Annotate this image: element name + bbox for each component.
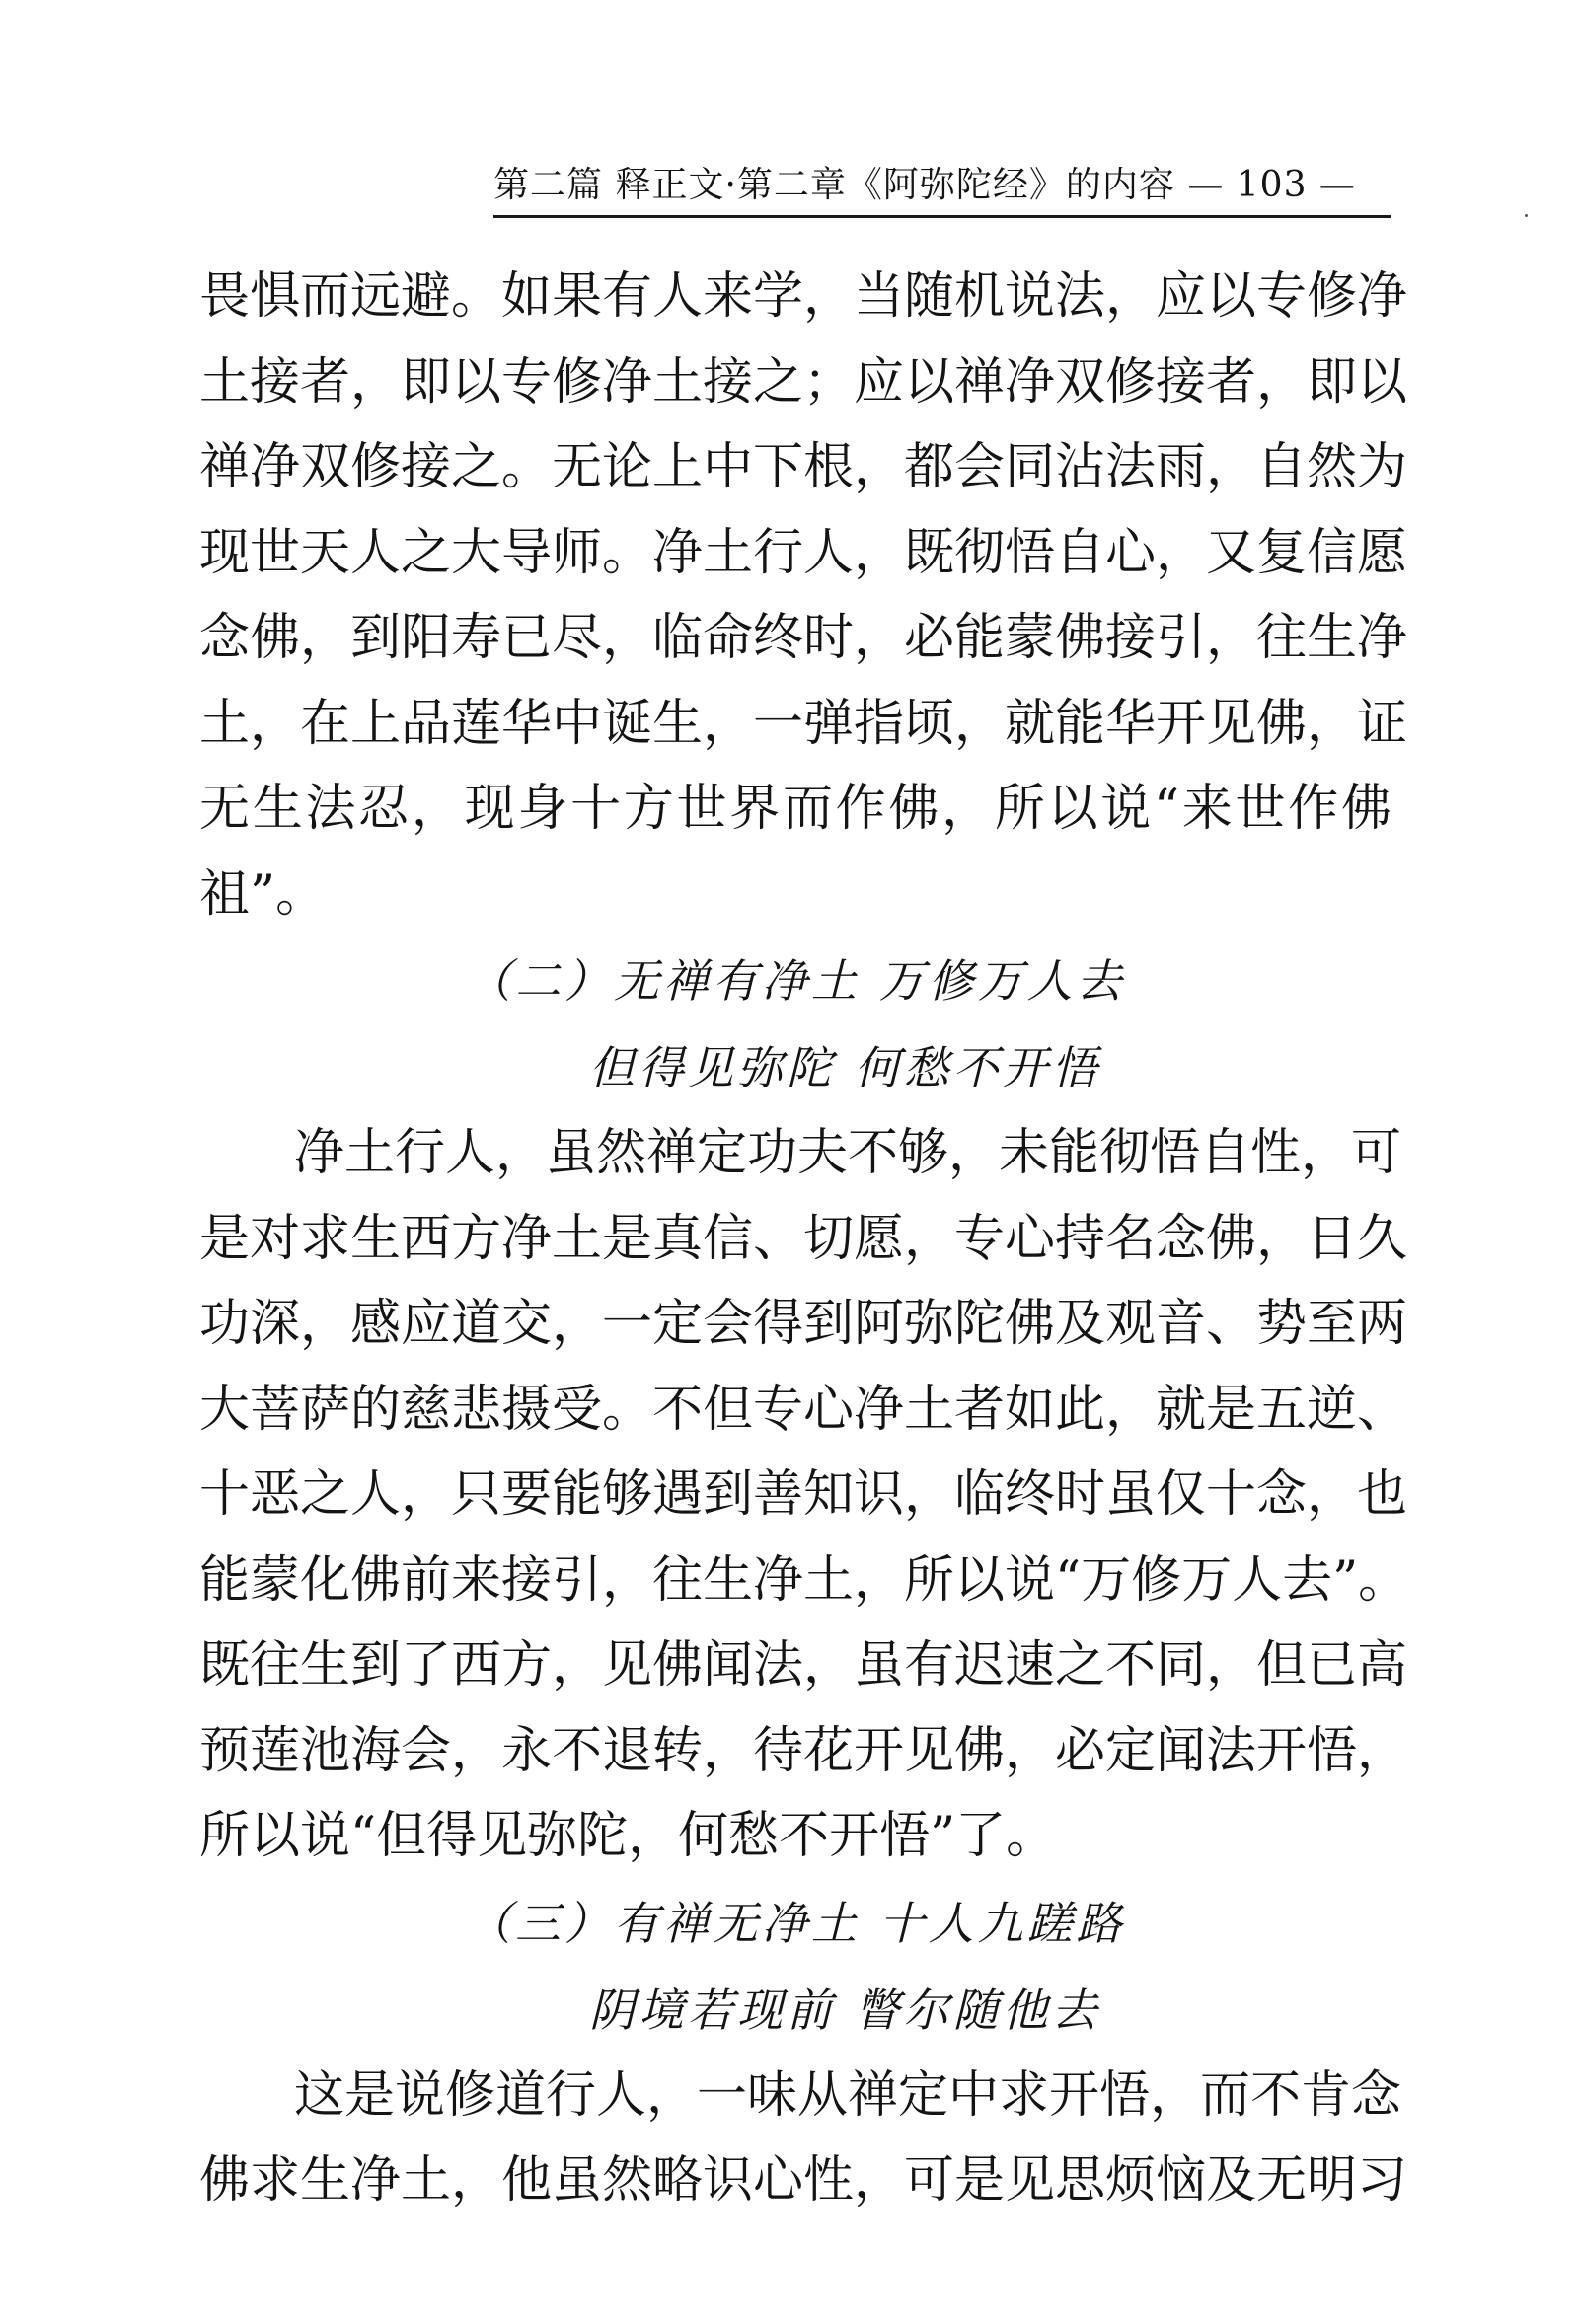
section-heading-3-line1: （三）有禅无净土 十人九蹉路 bbox=[466, 1896, 1126, 1950]
text-line: 大菩萨的慈悲摄受。不但专心净土者如此，就是五逆、 bbox=[199, 1380, 1408, 1439]
section-heading-2-line1: （二）无禅有净土 万修万人去 bbox=[466, 954, 1126, 1008]
section-heading-3-line2: 阴境若现前 瞥尔随他去 bbox=[589, 1983, 1101, 2037]
text-line: 既往生到了西方，见佛闻法，虽有迟速之不同，但已高 bbox=[199, 1636, 1408, 1694]
text-line: 无生法忍，现身十方世界而作佛，所以说“来世作佛 bbox=[199, 780, 1391, 838]
text-line: 净土行人，虽然禅定功夫不够，未能彻悟自性，可 bbox=[294, 1124, 1402, 1182]
text-line: 这是说修道行人，一味从禅定中求开悟，而不肯念 bbox=[294, 2065, 1402, 2125]
text-line: 土，在上品莲华中诞生，一弹指顷，就能华开见佛，证 bbox=[199, 694, 1408, 753]
running-header: 第二篇 释正文·第二章《阿弥陀经》的内容 — 103 — bbox=[493, 165, 1356, 205]
text-line: 十恶之人，只要能够遇到善知识，临终时虽仅十念，也 bbox=[199, 1465, 1408, 1524]
text-line: 所以说“但得见弥陀，何愁不开悟”了。 bbox=[199, 1807, 1057, 1865]
body-text bbox=[199, 255, 1409, 2224]
scan-speck bbox=[1525, 214, 1528, 217]
header-rule bbox=[493, 215, 1391, 218]
text-line: 佛求生净土，他虽然略识心性，可是见思烦恼及无明习 bbox=[199, 2151, 1408, 2210]
text-line: 念佛，到阳寿已尽，临命终时，必能蒙佛接引，往生净 bbox=[199, 609, 1408, 667]
text-line: 土接者，即以专修净土接之；应以禅净双修接者，即以 bbox=[199, 352, 1408, 412]
text-line: 预莲池海会，永不退转，待花开见佛，必定闻法开悟， bbox=[199, 1721, 1408, 1780]
text-line: 禅净双修接之。无论上中下根，都会同沾法雨，自然为 bbox=[199, 438, 1408, 496]
text-line: 畏惧而远避。如果有人来学，当随机说法，应以专修净 bbox=[199, 267, 1408, 326]
text-line: 能蒙化佛前来接引，往生净土，所以说“万修万人去”。 bbox=[199, 1550, 1409, 1610]
text-line: 是对求生西方净土是真信、切愿，专心持名念佛，日久 bbox=[199, 1209, 1408, 1268]
text-line: 祖”。 bbox=[199, 864, 327, 924]
text-line: 功深，感应道交，一定会得到阿弥陀佛及观音、势至两 bbox=[199, 1295, 1408, 1353]
section-heading-2-line2: 但得见弥陀 何愁不开悟 bbox=[589, 1041, 1101, 1094]
text-line: 现世天人之大导师。净土行人，既彻悟自心，又复信愿 bbox=[199, 523, 1408, 582]
